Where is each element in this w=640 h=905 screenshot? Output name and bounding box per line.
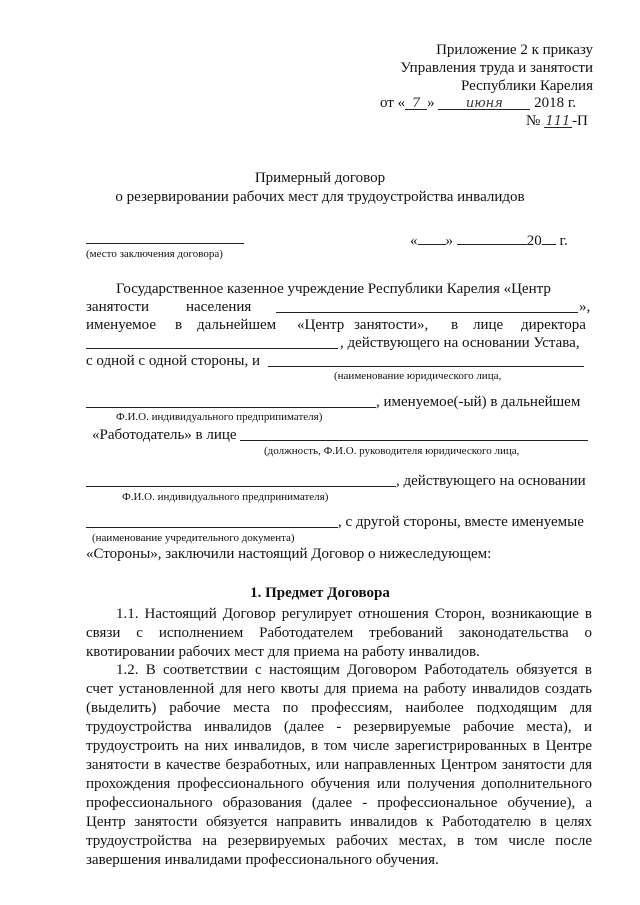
parties-line-1: Государственное казенное учреждение Республики Карелия «Центр (116, 281, 551, 297)
parties-line-7: «Работодатель» в лице (92, 427, 237, 443)
parties-line-2c: », (579, 299, 591, 315)
founding-doc-blank (86, 527, 338, 528)
parties-line-4: , действующего на основании Устава, (340, 335, 580, 351)
section-1-paragraph-2: 1.2. В соответствии с настоящим Договором Работодатель обязуется в счет установленной для него квоты для приема на работу инвалидов создать (выделить) рабочие места по профессиям, наиболее подходящим для трудоустройства инвалидов (далее - резервируемые рабочие места), и трудоустроить на них инвалидов, в том числе зарегистрированных в Центре занятости в качестве безработных, или направленных Центром занятости для прохождения профессионального обучения или получения дополнительного профессионального образования (далее - профессиональное обучение), а Центр занятости обязуется направить инвалидов к Работодателю в целях трудоустройства на резервируемых рабочих местах, в том числе после завершения инвалидами профессионального обучения. (86, 662, 592, 868)
caption-entrepreneur-2: Ф.И.О. индивидуального предпринимателя) (122, 491, 329, 503)
parties-line-3g: лице (473, 317, 504, 333)
date-mid: » (427, 95, 435, 111)
parties-line-2b: населения (186, 299, 252, 315)
parties-line-3e: занятости», (354, 317, 429, 333)
doc-title-line-2: о резервировании рабочих мест для трудоустройства инвалидов (115, 189, 525, 205)
legal-entity-blank (268, 366, 584, 367)
parties-line-3f: в (451, 317, 459, 333)
parties-line-3d: «Центр (297, 317, 345, 333)
number-value: 111 (545, 114, 571, 129)
parties-line-3h: директора (521, 317, 586, 333)
entity-name-blank (86, 407, 376, 408)
section-1-paragraph-1: 1.1. Настоящий Договор регулирует отношения Сторон, возникающие в связи с исполнением Работодателем требований законодательства о квотировании рабочих мест для приема на работу инвалидов. (86, 606, 592, 660)
director-blank (86, 348, 338, 349)
header-number (526, 113, 588, 130)
parties-line-9: , с другой стороны, вместе именуемые (338, 514, 584, 530)
date-prefix: от « (380, 95, 406, 111)
header-date (380, 95, 576, 112)
parties-line-5: с одной с одной стороны, и (86, 353, 260, 369)
header-line-2: Управления труда и занятости (400, 60, 593, 76)
contract-date (410, 230, 568, 250)
date-close-quote: » (445, 233, 453, 249)
date-year: 2018 г. (534, 95, 577, 111)
representative-name-blank (86, 486, 396, 487)
parties-line-10: «Стороны», заключили настоящий Договор о нижеследующем: (86, 546, 492, 562)
caption-entrepreneur-1: Ф.И.О. индивидуального предприпимателя) (116, 411, 323, 423)
caption-founding-doc: (наименование учредительного документа) (92, 532, 295, 544)
parties-line-3a: именуемое (86, 317, 156, 333)
place-caption: (место заключения договора) (86, 248, 223, 260)
number-prefix: № (526, 113, 541, 129)
parties-line-2a: занятости (86, 299, 149, 315)
section-1-heading: 1. Предмет Договора (250, 585, 390, 601)
caption-legal-entity: (наименование юридического лица, (334, 370, 502, 382)
doc-title-line-1: Примерный договор (254, 170, 386, 186)
date-century: 20 (526, 233, 542, 249)
representative-blank (240, 440, 588, 441)
number-suffix: -П (572, 113, 588, 129)
parties-line-3b: в (175, 317, 183, 333)
header-line-3: Республики Карелия (460, 78, 593, 94)
date-open-quote: « (410, 233, 418, 249)
parties-line-3c: дальнейшем (197, 317, 277, 333)
header-line-1: Приложение 2 к приказу (436, 42, 593, 58)
parties-line-8: , действующего на основании (396, 473, 586, 489)
parties-line-6: , именуемое(-ый) в дальнейшем (376, 394, 581, 410)
date-month: июня (465, 96, 503, 111)
caption-representative: (должность, Ф.И.О. руководителя юридического лица, (264, 445, 520, 457)
date-suffix: г. (559, 233, 568, 249)
date-day: 7 (411, 96, 421, 111)
employment-center-blank (276, 312, 578, 313)
place-blank (86, 243, 244, 244)
